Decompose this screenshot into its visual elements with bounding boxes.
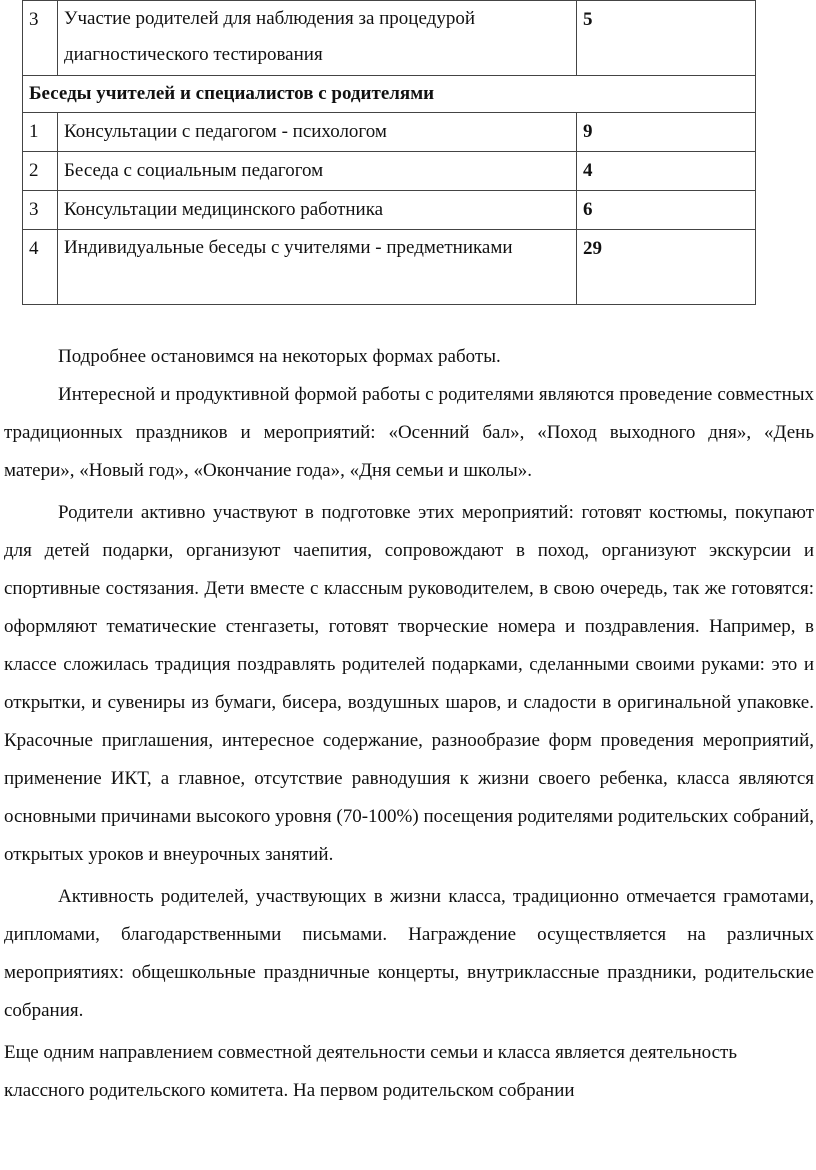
row-description: Консультации медицинского работника (58, 191, 577, 230)
paragraph-committee: Еще одним направлением совместной деятельности семьи и класса является деятельность классного родительского комитета. На первом родительском собрании (4, 1042, 738, 1101)
paragraph-preparation: Родители активно участвуют в подготовке этих мероприятий: готовят костюмы, покупают для детей подарки, организуют чаепития, сопровождают в поход, организуют экскурсии и спортивные состязания. Дети вместе с классным руководителем, в свою очередь, так же готовятся: оформляют тематические стенгазеты, готовят творческие номера и поздравления. Например, в классе сложилась традиция поздравлять родителей подарками, сделанными своими руками: это и открытки, и сувениры из бумаги, бисера, воздушных шаров, и сладости в оригинальной упаковке. Красочные приглашения, интересное содержание, разнообразие форм проведения мероприятий, применение ИКТ, а главное, отсутствие равнодушия к жизни своего ребенка, класса являются основными причинами высокого уровня (70-100%) посещения родителями родительских собраний, открытых уроков и внеурочных занятий. (4, 502, 814, 865)
row-number: 2 (23, 152, 58, 191)
paragraph-intro: Подробнее остановимся на некоторых формах работы. (58, 346, 501, 367)
row-count: 4 (577, 152, 756, 191)
paragraph-awards: Активность родителей, участвующих в жизни класса, традиционно отмечается грамотами, дипломами, благодарственными письмами. Награждение осуществляется на различных мероприятиях: общешкольные праздничные концерты, внутриклассные праздники, родительские собрания. (4, 886, 814, 1021)
row-description: Участие родителей для наблюдения за процедурой диагностического тестирования (58, 1, 577, 76)
paragraph-holidays: Интересной и продуктивной формой работы с родителями являются проведение совместных традиционных праздников и мероприятий: «Осенний бал», «Поход выходного дня», «День матери», «Новый год», «Окончание года», «Дня семьи и школы». (4, 384, 814, 481)
row-number: 1 (23, 113, 58, 152)
table-row (23, 113, 756, 152)
row-count: 5 (577, 1, 756, 76)
table-row (23, 230, 756, 305)
row-number: 4 (23, 230, 58, 305)
row-number: 3 (23, 191, 58, 230)
table-row (23, 1, 756, 76)
row-number: 3 (23, 1, 58, 76)
table-row (23, 191, 756, 230)
section-title: Беседы учителей и специалистов с родителями (23, 76, 756, 113)
body-text (4, 338, 814, 1110)
section-header-row (23, 76, 756, 113)
activity-table (22, 0, 756, 305)
row-description: Индивидуальные беседы с учителями - предметниками (58, 230, 577, 305)
row-description: Беседа с социальным педагогом (58, 152, 577, 191)
row-count: 9 (577, 113, 756, 152)
row-count: 6 (577, 191, 756, 230)
table-row (23, 152, 756, 191)
row-description: Консультации с педагогом - психологом (58, 113, 577, 152)
row-count: 29 (577, 230, 756, 305)
